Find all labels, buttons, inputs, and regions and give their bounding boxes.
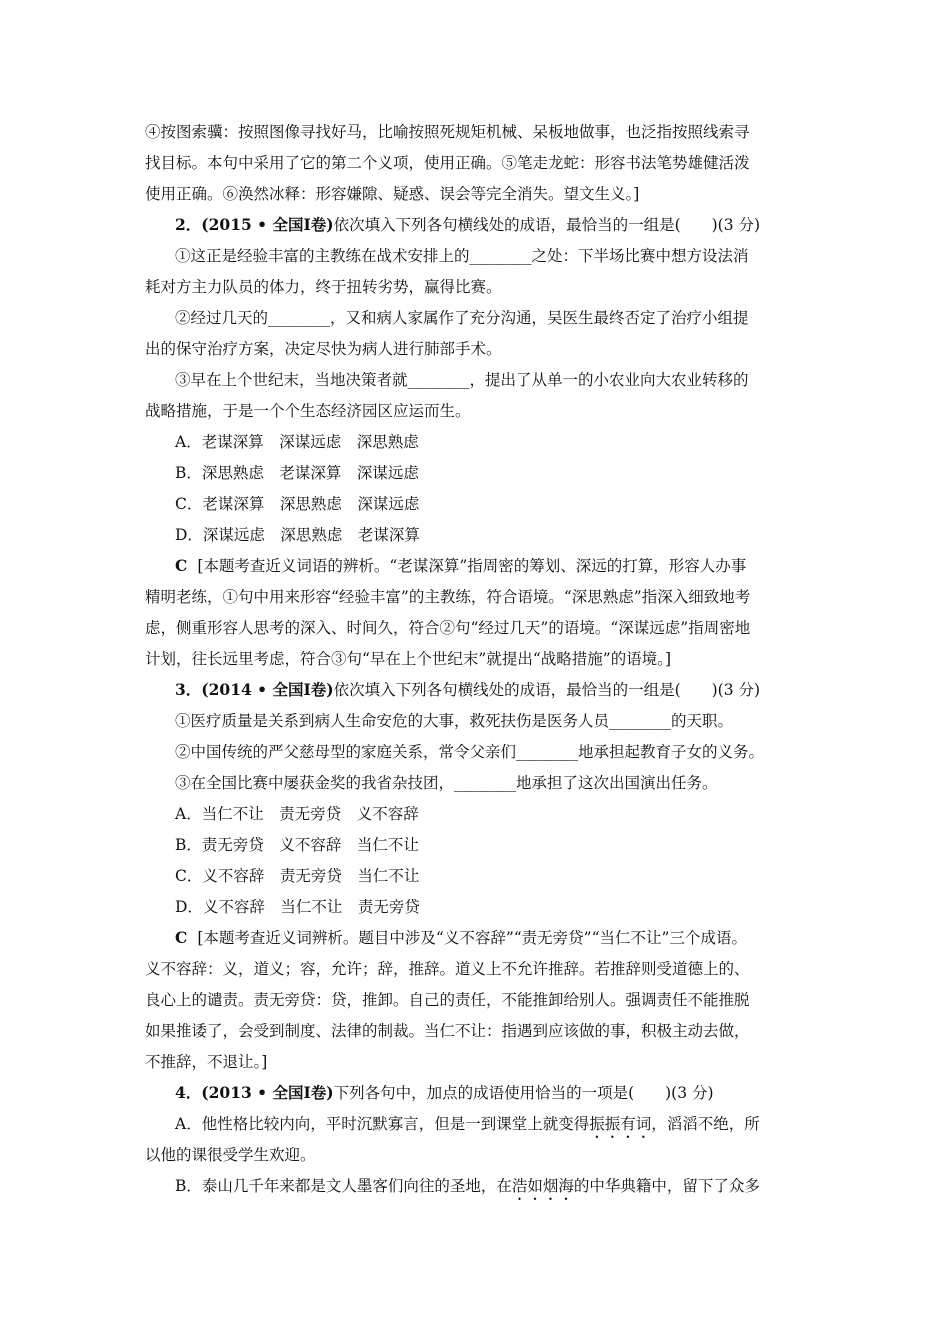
- text-line: 找目标。本句中采用了它的第二个义项，使用正确。⑤笔走龙蛇：形容书法笔势雄健活泼: [145, 154, 750, 172]
- question-source: (2013 • 全国Ⅰ卷): [201, 1083, 334, 1102]
- option-a: A．当仁不让 责无旁贷 义不容辞: [175, 805, 419, 823]
- explanation: [175, 555, 810, 577]
- answer-letter: C: [175, 556, 188, 575]
- option-a: A．老谋深算 深谋远虑 深思熟虑: [175, 433, 419, 451]
- text-line: 使用正确。⑥涣然冰释：形容嫌隙、疑惑、误会等完全消失。望文生义。]: [145, 185, 640, 203]
- option-text: 以他的课很受学生欢迎。: [145, 1146, 316, 1164]
- sentence: ③在全国比赛中屡获金奖的我省杂技团，________地承担了这次出国演出任务。: [175, 774, 718, 792]
- option-b: B．责无旁贷 义不容辞 当仁不让: [175, 836, 419, 854]
- option-c: C．义不容辞 责无旁贷 当仁不让: [175, 867, 420, 885]
- dotted-idiom: 浩如烟海: [511, 1177, 574, 1195]
- explanation-text: 不推辞，不退让。]: [145, 1053, 268, 1071]
- option-text: A．他性格比较内向，平时沉默寡言，但是一到课堂上就变得: [175, 1115, 590, 1133]
- option-d: D．义不容辞 当仁不让 责无旁贷: [175, 898, 420, 916]
- explanation-text: 计划，往长远里考虑，符合③句“早在上个世纪末”就提出“战略措施”的语境。]: [145, 650, 671, 668]
- explanation-text: 如果推诿了，会受到制度、法律的制裁。当仁不让：指遇到应该做的事，积极主动去做，: [145, 1022, 750, 1040]
- explanation-text: [本题考查近义词语的辨析。“老谋深算”指周密的筹划、深远的打算，形容人办事: [197, 557, 747, 575]
- sentence: 战略措施，于是一个个生态经济园区应运而生。: [145, 402, 471, 420]
- question-3-stem: [175, 679, 810, 701]
- question-2-stem: [175, 214, 810, 236]
- question-source: (2015 • 全国Ⅰ卷): [201, 215, 334, 234]
- explanation-text: [本题考查近义词辨析。题目中涉及“义不容辞”“责无旁贷”“当仁不让”三个成语。: [197, 929, 747, 947]
- sentence: ①这正是经验丰富的主教练在战术安排上的________之处：下半场比赛中想方设法消: [175, 247, 749, 265]
- question-text: 依次填入下列各句横线处的成语，最恰当的一组是( )(3 分): [333, 681, 761, 699]
- answer-letter: C: [175, 928, 188, 947]
- sentence: ②经过几天的________，又和病人家属作了充分沟通，吴医生最终否定了治疗小组提: [175, 309, 749, 327]
- explanation-text: 义不容辞：义，道义；容，允许；辞，推辞。道义上不允许推辞。若推辞则受道德上的、: [145, 960, 750, 978]
- question-number: 2．: [175, 215, 202, 234]
- question-4-stem: [175, 1082, 810, 1104]
- option-b: B．深思熟虑 老谋深算 深谋远虑: [175, 464, 419, 482]
- option-text: B．泰山几千年来都是文人墨客们向往的圣地，在: [175, 1177, 512, 1195]
- text-line: ④按图索骥：按照图像寻找好马，比喻按照死规矩机械、呆板地做事，也泛指按照线索寻: [145, 123, 750, 141]
- option-a: [175, 1113, 810, 1142]
- explanation: [175, 927, 810, 949]
- option-b: [175, 1175, 810, 1204]
- explanation-text: 精明老练，①句中用来形容“经验丰富”的主教练，符合语境。“深思熟虑”指深入细致地考: [145, 588, 751, 606]
- explanation-text: 良心上的谴责。责无旁贷：贷，推卸。自己的责任，不能推卸给别人。强调责任不能推脱: [145, 991, 750, 1009]
- dotted-idiom: 振振有词: [589, 1115, 652, 1133]
- option-text: 的中华典籍中，留下了众多: [573, 1177, 760, 1195]
- sentence: 出的保守治疗方案，决定尽快为病人进行肺部手术。: [145, 340, 502, 358]
- sentence: ①医疗质量是关系到病人生命安危的大事，救死扶伤是医务人员________的天职。: [175, 712, 734, 730]
- question-text: 下列各句中，加点的成语使用恰当的一项是( )(3 分): [333, 1084, 714, 1102]
- sentence: ②中国传统的严父慈母型的家庭关系，常令父亲们________地承担起教育子女的义务。: [175, 743, 765, 761]
- sentence: ③早在上个世纪末，当地决策者就________，提出了从单一的小农业向大农业转移的: [175, 371, 749, 389]
- explanation-text: 虑，侧重形容人思考的深入、时间久，符合②句“经过几天”的语境。“深谋远虑”指周密地: [145, 619, 751, 637]
- question-text: 依次填入下列各句横线处的成语，最恰当的一组是( )(3 分): [333, 216, 761, 234]
- question-number: 3．: [175, 680, 202, 699]
- option-d: D．深谋远虑 深思熟虑 老谋深算: [175, 526, 420, 544]
- question-source: (2014 • 全国Ⅰ卷): [201, 680, 334, 699]
- option-c: C．老谋深算 深思熟虑 深谋远虑: [175, 495, 420, 513]
- sentence: 耗对方主力队员的体力，终于扭转劣势，赢得比赛。: [145, 278, 502, 296]
- option-text: ，滔滔不绝，所: [651, 1115, 760, 1133]
- question-number: 4．: [175, 1083, 202, 1102]
